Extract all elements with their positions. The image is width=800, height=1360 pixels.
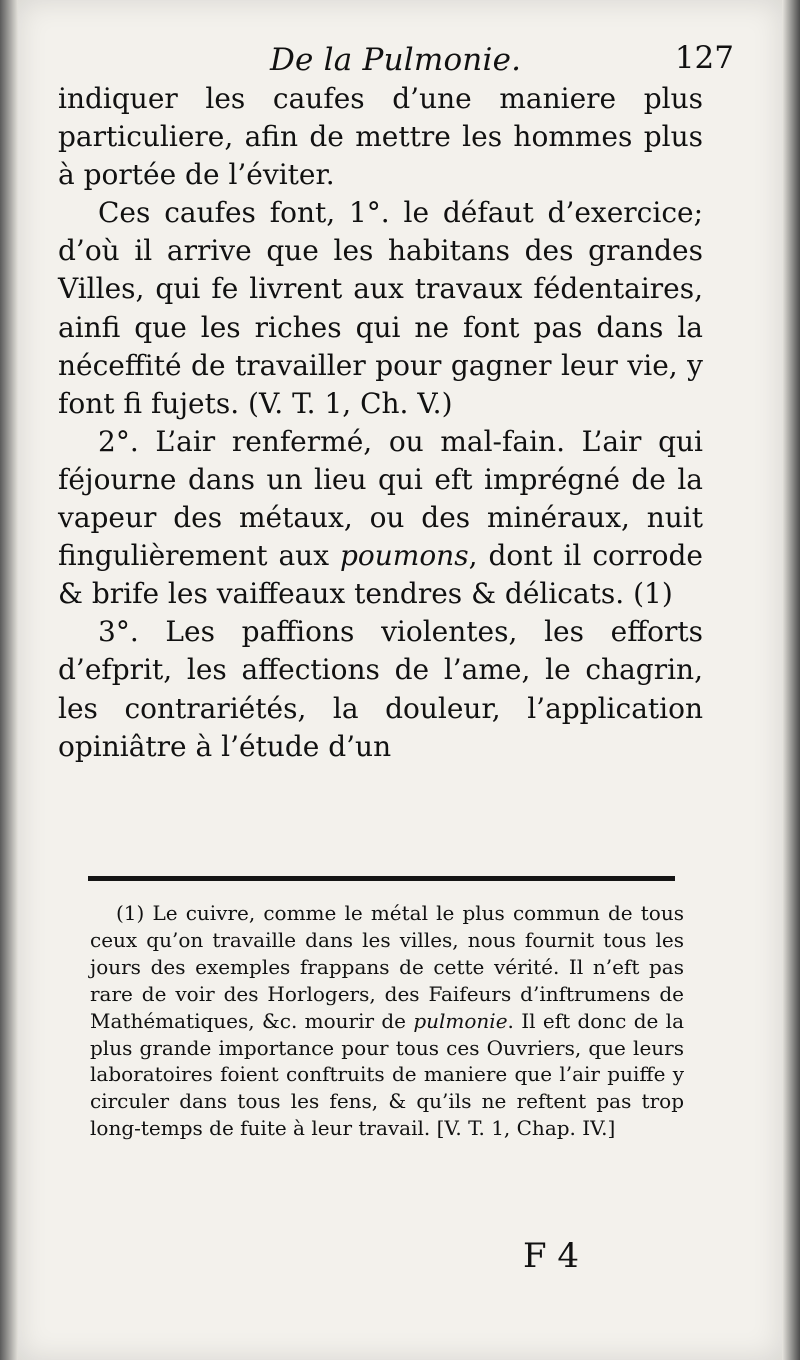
footnote (90, 900, 684, 1142)
italic-pulmonie: pulmonie (413, 1008, 508, 1033)
paragraph-passions: 3°. Les paffions violentes, les efforts d’efprit, les affections de l’ame, le chagrin, les contrariétés, la douleur, l’application opiniâtre à l’étude d’un (58, 615, 703, 763)
paragraph-causes: Ces caufes font, 1°. le défaut d’exercice; d’où il arrive que les habitans des grandes Villes, qui fe livrent aux travaux fédentaires, ainfi que les riches qui ne font pas dans la néceffité de travailler pour gagner leur vie, y font fi fujets. (V. T. 1, Ch. V.) (58, 196, 703, 420)
signature-mark: F 4 (523, 1236, 580, 1276)
paragraph-air-text-1: 2°. L’air renfermé, ou mal-fain. L’air qui féjourne dans un lieu qui eft imprégné de la vapeur des métaux, ou des minéraux, nuit fingulièrement aux (58, 424, 703, 573)
main-text (58, 80, 703, 766)
running-head (58, 42, 742, 82)
right-page-edge (782, 0, 800, 1360)
footnote-text-1: (1) Le cuivre, comme le métal le plus commun de tous ceux qu’on travaille dans les villes, nous fournit tous les jours des exemples frappans de cette vérité. Il n’eft pas rare de voir des Horlogers, des Faifeurs d’inftrumens de Mathématiques, &c. mourir de (90, 901, 684, 1033)
paragraph-air-text-2: , dont il corrode & brife les vaiffeaux tendres & délicats. (1) (58, 539, 703, 611)
paragraph-continuation: indiquer les caufes d’une maniere plus particuliere, afin de mettre les hommes plus à portée de l’éviter. (58, 82, 703, 192)
paragraph-air (58, 423, 703, 613)
left-page-edge (0, 0, 18, 1360)
running-head-title: De la Pulmonie. (270, 42, 522, 78)
footnote-paragraph (90, 900, 684, 1142)
footnote-separator-rule (88, 876, 675, 881)
page-number: 127 (674, 40, 734, 76)
italic-poumons: poumons (339, 539, 469, 573)
book-page (18, 0, 782, 1360)
footnote-text-2: . Il eft donc de la plus grande importance pour tous ces Ouvriers, que leurs laboratoires foient conftruits de maniere que l’air puiffe y circuler dans tous les fens, & qu’ils ne reftent pas trop long-temps de fuite à leur travail. [V. T. 1, Chap. IV.] (90, 1008, 685, 1141)
